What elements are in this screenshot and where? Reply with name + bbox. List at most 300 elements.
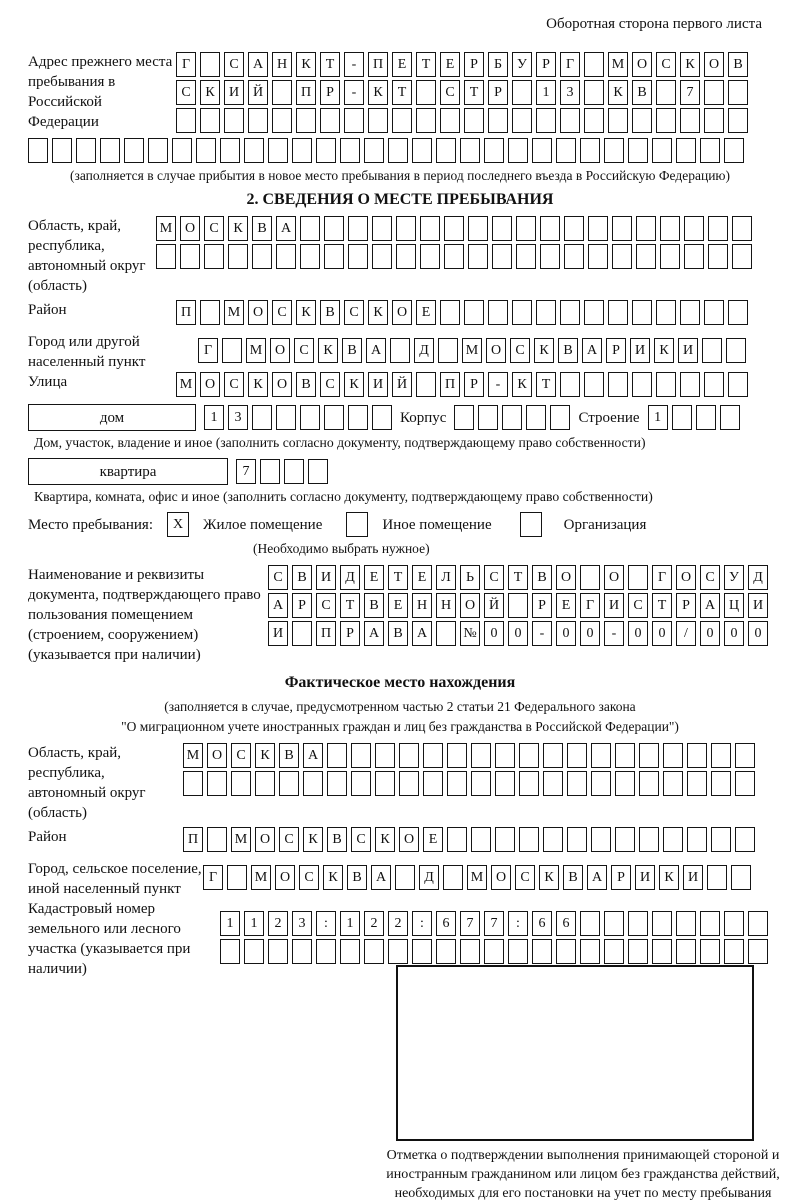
char-cell bbox=[438, 338, 458, 363]
char-cell: 6 bbox=[436, 911, 456, 936]
char-cell: Р bbox=[532, 593, 552, 618]
document-row-2 bbox=[268, 593, 768, 618]
char-cell bbox=[636, 244, 656, 269]
district-label: Район bbox=[28, 302, 67, 318]
char-cell bbox=[663, 827, 683, 852]
char-cell: : bbox=[316, 911, 336, 936]
char-cell: - bbox=[532, 621, 552, 646]
char-cell bbox=[200, 52, 220, 77]
char-cell bbox=[348, 405, 368, 430]
cadastral-row-1 bbox=[220, 911, 768, 936]
char-cell: М bbox=[462, 338, 482, 363]
actual-location-note-1: (заполняется в случае, предусмотренном частью 2 статьи 21 Федерального закона bbox=[164, 699, 636, 714]
char-cell: В bbox=[388, 621, 408, 646]
char-cell bbox=[724, 911, 744, 936]
char-cell: У bbox=[512, 52, 532, 77]
region-row-2 bbox=[156, 244, 752, 269]
char-cell: П bbox=[296, 80, 316, 105]
char-cell: А bbox=[364, 621, 384, 646]
char-cell bbox=[604, 911, 624, 936]
char-cell bbox=[684, 216, 704, 241]
char-cell: О bbox=[275, 865, 295, 890]
apartment-row bbox=[28, 458, 772, 485]
char-cell: О bbox=[270, 338, 290, 363]
char-cell: П bbox=[316, 621, 336, 646]
char-cell bbox=[320, 108, 340, 133]
char-cell bbox=[484, 939, 504, 964]
char-cell bbox=[436, 621, 456, 646]
char-cell: М bbox=[231, 827, 251, 852]
char-cell: П bbox=[183, 827, 203, 852]
char-cell bbox=[492, 216, 512, 241]
char-cell: / bbox=[676, 621, 696, 646]
char-cell bbox=[560, 372, 580, 397]
char-cell bbox=[711, 827, 731, 852]
char-cell: С bbox=[224, 372, 244, 397]
char-cell bbox=[502, 405, 522, 430]
street-block bbox=[28, 372, 772, 400]
char-cell: М bbox=[183, 743, 203, 768]
char-cell: К bbox=[200, 80, 220, 105]
char-cell bbox=[220, 939, 240, 964]
char-cell bbox=[327, 771, 347, 796]
char-cell bbox=[460, 939, 480, 964]
char-cell: К bbox=[539, 865, 559, 890]
char-cell bbox=[687, 827, 707, 852]
char-cell bbox=[672, 405, 692, 430]
char-cell bbox=[728, 300, 748, 325]
char-cell bbox=[375, 743, 395, 768]
char-cell bbox=[732, 216, 752, 241]
char-cell: А bbox=[412, 621, 432, 646]
char-cell bbox=[412, 939, 432, 964]
region-rows bbox=[156, 216, 752, 272]
char-cell: А bbox=[371, 865, 391, 890]
char-cell: О bbox=[207, 743, 227, 768]
char-cell: 0 bbox=[556, 621, 576, 646]
char-cell bbox=[248, 108, 268, 133]
char-cell bbox=[676, 911, 696, 936]
char-cell: А bbox=[248, 52, 268, 77]
char-cell bbox=[567, 827, 587, 852]
char-cell bbox=[615, 771, 635, 796]
char-cell bbox=[344, 108, 364, 133]
char-cell bbox=[436, 939, 456, 964]
char-cell: 0 bbox=[652, 621, 672, 646]
char-cell bbox=[543, 827, 563, 852]
char-cell: В bbox=[279, 743, 299, 768]
char-cell bbox=[447, 771, 467, 796]
char-cell bbox=[52, 138, 72, 163]
char-cell bbox=[484, 138, 504, 163]
char-cell bbox=[728, 108, 748, 133]
char-cell bbox=[728, 372, 748, 397]
char-cell bbox=[364, 939, 384, 964]
char-cell: Е bbox=[423, 827, 443, 852]
char-cell: Т bbox=[320, 52, 340, 77]
char-cell bbox=[172, 138, 192, 163]
char-cell bbox=[636, 216, 656, 241]
char-cell: У bbox=[724, 565, 744, 590]
char-cell: К bbox=[680, 52, 700, 77]
char-cell bbox=[735, 827, 755, 852]
char-cell bbox=[526, 405, 546, 430]
char-cell: С bbox=[656, 52, 676, 77]
korpus-cells bbox=[454, 405, 570, 430]
checkbox-organization bbox=[520, 512, 542, 537]
char-cell bbox=[735, 771, 755, 796]
char-cell: К bbox=[344, 372, 364, 397]
char-cell bbox=[612, 244, 632, 269]
char-cell: Г bbox=[203, 865, 223, 890]
char-cell: А bbox=[587, 865, 607, 890]
actual-region-label: Область, край, республика, автономный округ (область) bbox=[28, 745, 146, 821]
char-cell bbox=[495, 827, 515, 852]
actual-region-block bbox=[28, 743, 772, 823]
char-cell: - bbox=[488, 372, 508, 397]
char-cell bbox=[180, 244, 200, 269]
char-cell: К bbox=[512, 372, 532, 397]
char-cell bbox=[396, 216, 416, 241]
char-cell: И bbox=[316, 565, 336, 590]
char-cell: К bbox=[368, 300, 388, 325]
char-cell bbox=[680, 300, 700, 325]
actual-region-rows bbox=[183, 743, 755, 799]
char-cell bbox=[711, 771, 731, 796]
char-cell bbox=[316, 138, 336, 163]
char-cell bbox=[628, 939, 648, 964]
char-cell bbox=[220, 138, 240, 163]
char-cell bbox=[348, 216, 368, 241]
char-cell: С bbox=[224, 52, 244, 77]
char-cell bbox=[303, 771, 323, 796]
char-cell bbox=[608, 372, 628, 397]
char-cell bbox=[519, 827, 539, 852]
char-cell: Г bbox=[198, 338, 218, 363]
char-cell bbox=[292, 138, 312, 163]
char-cell bbox=[227, 865, 247, 890]
char-cell bbox=[76, 138, 96, 163]
previous-address-row-1 bbox=[176, 52, 748, 77]
char-cell bbox=[700, 939, 720, 964]
char-cell: Е bbox=[440, 52, 460, 77]
char-cell: 7 bbox=[236, 459, 256, 484]
char-cell bbox=[416, 108, 436, 133]
char-cell bbox=[460, 138, 480, 163]
house-cells bbox=[204, 405, 392, 430]
char-cell bbox=[396, 244, 416, 269]
char-cell bbox=[443, 865, 463, 890]
char-cell bbox=[272, 108, 292, 133]
char-cell: А bbox=[276, 216, 296, 241]
char-cell bbox=[543, 743, 563, 768]
char-cell: И bbox=[630, 338, 650, 363]
char-cell bbox=[656, 372, 676, 397]
char-cell bbox=[516, 216, 536, 241]
char-cell bbox=[399, 743, 419, 768]
char-cell bbox=[608, 108, 628, 133]
char-cell bbox=[300, 405, 320, 430]
char-cell bbox=[632, 372, 652, 397]
char-cell bbox=[615, 743, 635, 768]
char-cell bbox=[584, 372, 604, 397]
char-cell bbox=[707, 865, 727, 890]
char-cell bbox=[508, 138, 528, 163]
char-cell bbox=[324, 244, 344, 269]
char-cell: Е bbox=[556, 593, 576, 618]
char-cell bbox=[464, 108, 484, 133]
char-cell bbox=[388, 138, 408, 163]
char-cell: 6 bbox=[556, 911, 576, 936]
char-cell: О bbox=[491, 865, 511, 890]
char-cell: - bbox=[344, 52, 364, 77]
char-cell: П bbox=[176, 300, 196, 325]
char-cell: В bbox=[292, 565, 312, 590]
char-cell bbox=[447, 827, 467, 852]
char-cell: 3 bbox=[560, 80, 580, 105]
char-cell bbox=[399, 771, 419, 796]
char-cell: 3 bbox=[292, 911, 312, 936]
actual-region-row-2 bbox=[183, 771, 755, 796]
city-row bbox=[198, 338, 746, 363]
char-cell bbox=[268, 939, 288, 964]
char-cell bbox=[656, 300, 676, 325]
previous-address-label: Адрес прежнего места пребывания в Российской Федерации bbox=[28, 54, 173, 130]
char-cell: С bbox=[268, 565, 288, 590]
char-cell bbox=[512, 80, 532, 105]
char-cell: № bbox=[460, 621, 480, 646]
char-cell bbox=[340, 939, 360, 964]
char-cell bbox=[351, 743, 371, 768]
char-cell: Й bbox=[484, 593, 504, 618]
char-cell: 2 bbox=[388, 911, 408, 936]
actual-location-note-2: "О миграционном учете иностранных граждан и лиц без гражданства в Российской Федерации") bbox=[121, 719, 679, 734]
char-cell bbox=[536, 108, 556, 133]
char-cell bbox=[204, 244, 224, 269]
char-cell bbox=[416, 372, 436, 397]
place-type-note: (Необходимо выбрать нужное) bbox=[253, 541, 430, 556]
char-cell bbox=[628, 565, 648, 590]
char-cell bbox=[628, 911, 648, 936]
actual-city-label: Город, сельское поселение, иной населенный пункт bbox=[28, 861, 202, 897]
document-row-3 bbox=[268, 621, 768, 646]
char-cell: К bbox=[368, 80, 388, 105]
char-cell bbox=[471, 827, 491, 852]
char-cell bbox=[488, 300, 508, 325]
char-cell bbox=[704, 108, 724, 133]
char-cell bbox=[351, 771, 371, 796]
char-cell bbox=[564, 216, 584, 241]
char-cell bbox=[632, 108, 652, 133]
char-cell: Н bbox=[272, 52, 292, 77]
char-cell bbox=[560, 108, 580, 133]
char-cell: К bbox=[255, 743, 275, 768]
char-cell: М bbox=[608, 52, 628, 77]
char-cell bbox=[207, 827, 227, 852]
stamp-caption: Отметка о подтверждении выполнения принимающей стороной и иностранным гражданином или лицом без гражданства действий, необходимых для его постановки на учет по месту пребывания bbox=[386, 1148, 780, 1201]
char-cell bbox=[726, 338, 746, 363]
char-cell bbox=[412, 138, 432, 163]
char-cell bbox=[588, 216, 608, 241]
char-cell: О bbox=[632, 52, 652, 77]
char-cell bbox=[471, 743, 491, 768]
char-cell bbox=[444, 216, 464, 241]
char-cell bbox=[567, 771, 587, 796]
char-cell bbox=[580, 911, 600, 936]
char-cell bbox=[416, 80, 436, 105]
char-cell: 2 bbox=[268, 911, 288, 936]
char-cell: И bbox=[635, 865, 655, 890]
char-cell: Т bbox=[392, 80, 412, 105]
char-cell bbox=[207, 771, 227, 796]
char-cell bbox=[708, 216, 728, 241]
char-cell bbox=[687, 771, 707, 796]
char-cell bbox=[532, 138, 552, 163]
char-cell bbox=[687, 743, 707, 768]
char-cell bbox=[308, 459, 328, 484]
char-cell bbox=[340, 138, 360, 163]
char-cell: В bbox=[252, 216, 272, 241]
char-cell bbox=[704, 300, 724, 325]
region-row-1 bbox=[156, 216, 752, 241]
char-cell: О bbox=[200, 372, 220, 397]
char-cell bbox=[292, 939, 312, 964]
house-caption: Дом, участок, владение и иное (заполнить согласно документу, подтверждающему право собственности) bbox=[34, 435, 646, 450]
char-cell: В bbox=[728, 52, 748, 77]
actual-district-row bbox=[183, 827, 755, 852]
char-cell bbox=[519, 743, 539, 768]
char-cell: 7 bbox=[460, 911, 480, 936]
char-cell: В bbox=[563, 865, 583, 890]
char-cell bbox=[368, 108, 388, 133]
char-cell: С bbox=[299, 865, 319, 890]
char-cell bbox=[591, 771, 611, 796]
char-cell: С bbox=[628, 593, 648, 618]
char-cell bbox=[728, 80, 748, 105]
previous-address-row-3 bbox=[176, 108, 748, 133]
char-cell bbox=[464, 300, 484, 325]
char-cell bbox=[615, 827, 635, 852]
char-cell: Е bbox=[364, 565, 384, 590]
char-cell bbox=[420, 244, 440, 269]
char-cell bbox=[564, 244, 584, 269]
char-cell bbox=[704, 80, 724, 105]
char-cell bbox=[536, 300, 556, 325]
char-cell: С bbox=[700, 565, 720, 590]
char-cell bbox=[244, 138, 264, 163]
char-cell bbox=[704, 372, 724, 397]
char-cell bbox=[652, 138, 672, 163]
char-cell: М bbox=[156, 216, 176, 241]
char-cell: : bbox=[508, 911, 528, 936]
char-cell: Р bbox=[464, 372, 484, 397]
char-cell bbox=[200, 300, 220, 325]
char-cell bbox=[276, 405, 296, 430]
page-header: Оборотная сторона первого листа bbox=[546, 16, 762, 32]
char-cell: С bbox=[176, 80, 196, 105]
char-cell bbox=[632, 300, 652, 325]
char-cell: А bbox=[700, 593, 720, 618]
char-cell: О bbox=[248, 300, 268, 325]
char-cell bbox=[663, 771, 683, 796]
char-cell: И bbox=[678, 338, 698, 363]
street-row bbox=[176, 372, 748, 397]
char-cell bbox=[372, 405, 392, 430]
char-cell: Р bbox=[488, 80, 508, 105]
char-cell bbox=[560, 300, 580, 325]
char-cell: Д bbox=[414, 338, 434, 363]
char-cell: К bbox=[323, 865, 343, 890]
char-cell: 0 bbox=[580, 621, 600, 646]
char-cell: С bbox=[204, 216, 224, 241]
char-cell bbox=[372, 244, 392, 269]
char-cell bbox=[495, 743, 515, 768]
char-cell: Р bbox=[606, 338, 626, 363]
char-cell bbox=[731, 865, 751, 890]
checkbox-residential: X bbox=[167, 512, 189, 537]
char-cell bbox=[440, 108, 460, 133]
char-cell bbox=[284, 459, 304, 484]
char-cell bbox=[584, 108, 604, 133]
previous-address-row-4 bbox=[28, 138, 772, 163]
char-cell bbox=[720, 405, 740, 430]
char-cell: Е bbox=[412, 565, 432, 590]
char-cell: С bbox=[272, 300, 292, 325]
char-cell: Р bbox=[320, 80, 340, 105]
char-cell: 0 bbox=[700, 621, 720, 646]
char-cell: Т bbox=[416, 52, 436, 77]
previous-address-row-2 bbox=[176, 80, 748, 105]
char-cell: К bbox=[534, 338, 554, 363]
char-cell: В bbox=[364, 593, 384, 618]
char-cell: А bbox=[582, 338, 602, 363]
char-cell: Т bbox=[340, 593, 360, 618]
char-cell: Р bbox=[536, 52, 556, 77]
char-cell: К bbox=[659, 865, 679, 890]
char-cell bbox=[423, 743, 443, 768]
char-cell: - bbox=[344, 80, 364, 105]
region-label: Область, край, республика, автономный округ (область) bbox=[28, 218, 146, 294]
char-cell: 1 bbox=[536, 80, 556, 105]
char-cell bbox=[567, 743, 587, 768]
region-block bbox=[28, 216, 772, 296]
char-cell bbox=[395, 865, 415, 890]
char-cell: К bbox=[608, 80, 628, 105]
char-cell bbox=[268, 138, 288, 163]
street-label: Улица bbox=[28, 374, 68, 390]
char-cell bbox=[420, 216, 440, 241]
char-cell: 0 bbox=[484, 621, 504, 646]
char-cell: О bbox=[704, 52, 724, 77]
char-cell bbox=[540, 216, 560, 241]
char-cell: 1 bbox=[204, 405, 224, 430]
char-cell bbox=[324, 216, 344, 241]
previous-address-note: (заполняется в случае прибытия в новое место пребывания в период последнего въезда в Российскую Федерацию) bbox=[69, 168, 731, 183]
char-cell bbox=[478, 405, 498, 430]
option-label-residential: Жилое помещение bbox=[203, 516, 323, 533]
char-cell: Е bbox=[388, 593, 408, 618]
char-cell bbox=[252, 244, 272, 269]
apartment-cells bbox=[236, 459, 328, 484]
char-cell: Д bbox=[748, 565, 768, 590]
char-cell bbox=[392, 108, 412, 133]
char-cell: С bbox=[279, 827, 299, 852]
char-cell: Р bbox=[340, 621, 360, 646]
actual-city-block bbox=[28, 859, 772, 899]
char-cell bbox=[588, 244, 608, 269]
char-cell bbox=[639, 743, 659, 768]
char-cell bbox=[680, 372, 700, 397]
